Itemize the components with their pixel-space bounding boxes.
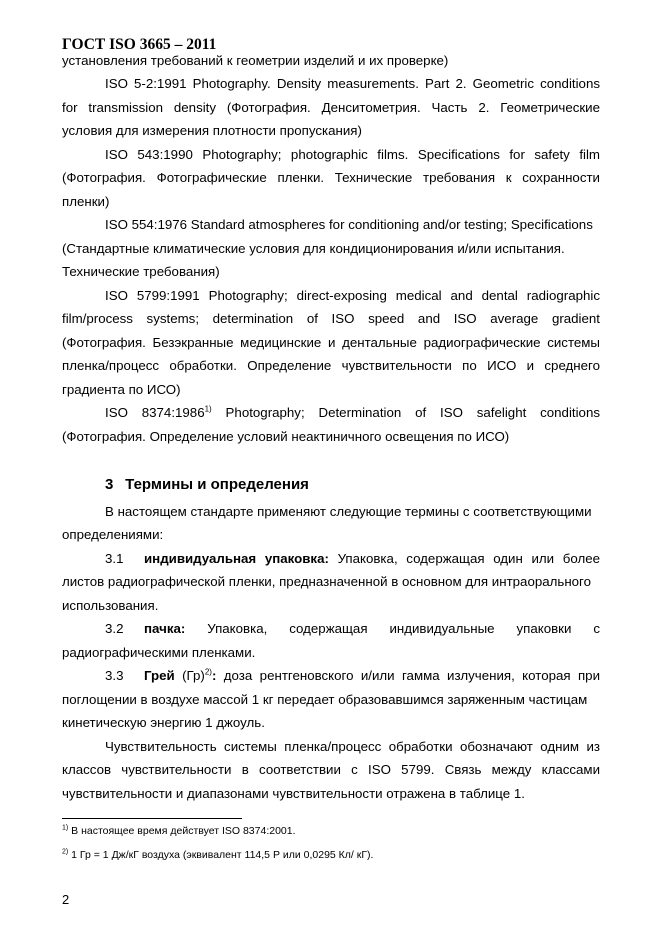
document-header: ГОСТ ISO 3665 – 2011 [62,36,217,53]
text-line: использования. [62,598,159,613]
text-line: радиографическими пленками. [62,645,256,660]
term-3-2 [105,620,600,637]
text-line: кинетическую энергию 1 джоуль. [62,715,265,730]
text-line: градиента по ИСО) [62,382,181,397]
paragraph-line: чувствительности и диапазонами чувствительности отражена в таблице 1. [62,786,525,801]
text-line: установления требований к геометрии изделий и их проверке) [62,53,449,68]
footnote-1 [62,825,296,838]
term-name: индивидуальная упаковка: [144,551,329,566]
term-definition: Упаковка, содержащая один или более [328,551,600,566]
term-3-1 [105,550,600,567]
term-name: Грей [144,668,175,683]
text-line: (Фотография. Фотографические пленки. Технические требования к сохранности [62,170,600,185]
reference-iso-5799: ISO 5799:1991 Photography; direct-exposing medical and dental radiographic [105,288,600,303]
section-heading [105,476,309,493]
text-line: листов радиографической пленки, предназначенной в основном для интраорального [62,574,592,589]
text-line: поглощении в воздухе массой 1 кг передает образовавшимся заряженным частицам [62,692,588,707]
intro-line: В настоящем стандарте применяют следующие термины с соответствующими [105,504,592,519]
term-abbreviation: (Гр) [174,668,205,683]
footnote-text: 1 Гр = 1 Дж/кГ воздуха (эквивалент 114,5 Р или 0,0295 Кл/ кГ). [68,849,374,861]
footnote-mark: 2) [62,848,69,856]
term-name: пачка: [144,621,186,636]
text-line: (Фотография. Безэкранные медицинские и дентальные радиографические системы [62,335,600,350]
text-line: film/process systems; determination of ISO speed and ISO average gradient [62,311,600,326]
section-title: Термины и определения [125,476,309,493]
footnote-ref-2[interactable]: 2) [204,667,212,677]
term-definition: доза рентгеновского и/или гамма излучения, которая при [216,668,600,683]
term-colon: : [211,668,217,683]
section-number: 3 [105,476,114,493]
reference-code: ISO 8374:1986 [105,405,205,420]
text-line: for transmission density (Фотография. Денситометрия. Часть 2. Геометрические [62,100,600,115]
reference-iso-554: ISO 554:1976 Standard atmospheres for conditioning and/or testing; Specifications [105,217,593,232]
term-definition: Упаковка, содержащая индивидуальные упаковки с [185,621,600,636]
text-line: условия для измерения плотности пропускания) [62,123,362,138]
term-3-3 [105,667,600,684]
reference-title: Photography; Determination of ISO safelight conditions [211,405,600,420]
footnote-mark: 1) [62,824,69,832]
text-line: пленки) [62,194,110,209]
text-line: пленка/процесс обработки. Определение чувствительности по ИСО и среднего [62,358,600,373]
reference-iso-8374 [105,404,600,421]
term-number: 3.3 [105,668,124,683]
paragraph-line: Чувствительность системы пленка/процесс обработки обозначают одним из [105,739,600,754]
reference-iso-5-2: ISO 5-2:1991 Photography. Density measurements. Part 2. Geometric conditions [105,76,600,91]
intro-line: определениями: [62,527,164,542]
text-line: Технические требования) [62,264,220,279]
footnote-ref-1[interactable]: 1) [204,404,212,414]
footnote-text: В настоящее время действует ISO 8374:2001. [68,825,296,837]
footnote-2 [62,849,373,862]
text-line: (Стандартные климатические условия для кондиционирования и/или испытания. [62,241,565,256]
footnote-divider [62,818,242,819]
text-line: (Фотография. Определение условий неактиничного освещения по ИСО) [62,429,510,444]
term-number: 3.1 [105,551,124,566]
reference-iso-543: ISO 543:1990 Photography; photographic films. Specifications for safety film [105,147,600,162]
paragraph-line: классов чувствительности в соответствии с ISO 5799. Связь между классами [62,762,600,777]
term-number: 3.2 [105,621,124,636]
page-number: 2 [62,892,70,907]
